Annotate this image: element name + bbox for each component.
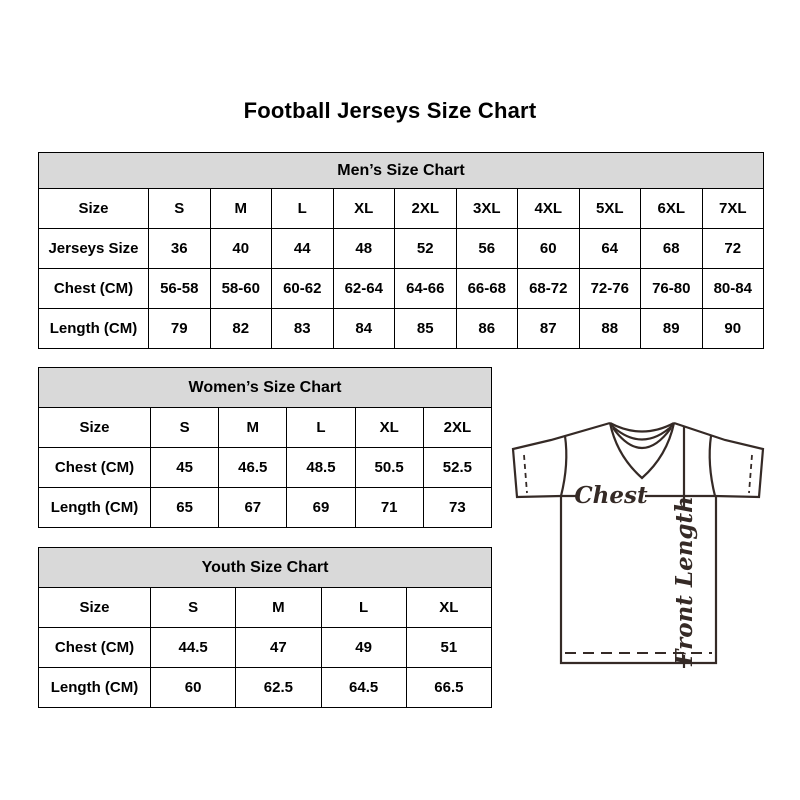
size-value-cell: 6XL xyxy=(641,189,703,229)
size-value-cell: 3XL xyxy=(456,189,518,229)
size-value-cell: 72 xyxy=(702,229,764,269)
table-row xyxy=(39,408,492,448)
size-value-cell: M xyxy=(219,408,287,448)
size-value-cell: 69 xyxy=(287,488,355,528)
table-row xyxy=(39,588,492,628)
size-value-cell: 44 xyxy=(272,229,334,269)
size-value-cell: 47 xyxy=(236,628,321,668)
size-value-cell: XL xyxy=(333,189,395,229)
size-value-cell: 5XL xyxy=(579,189,641,229)
size-value-cell: 88 xyxy=(579,309,641,349)
youth-size-chart-table xyxy=(38,547,492,708)
womens-size-chart-table xyxy=(38,367,492,528)
jersey-right-armhole xyxy=(710,436,715,496)
womens-chart-title: Women’s Size Chart xyxy=(39,368,492,408)
size-value-cell: 65 xyxy=(151,488,219,528)
table-row xyxy=(39,309,764,349)
size-value-cell: 62-64 xyxy=(333,269,395,309)
size-value-cell: 60-62 xyxy=(272,269,334,309)
row-header-cell: Size xyxy=(39,408,151,448)
row-header-cell: Chest (CM) xyxy=(39,628,151,668)
size-value-cell: 40 xyxy=(210,229,272,269)
size-value-cell: S xyxy=(151,588,236,628)
size-value-cell: M xyxy=(236,588,321,628)
size-value-cell: 49 xyxy=(321,628,406,668)
size-value-cell: S xyxy=(151,408,219,448)
mens-size-chart-table xyxy=(38,152,764,349)
size-value-cell: 90 xyxy=(702,309,764,349)
row-header-cell: Chest (CM) xyxy=(39,269,149,309)
size-value-cell: L xyxy=(272,189,334,229)
size-value-cell: 52 xyxy=(395,229,457,269)
size-value-cell: 45 xyxy=(151,448,219,488)
size-value-cell: 48.5 xyxy=(287,448,355,488)
size-value-cell: 89 xyxy=(641,309,703,349)
size-value-cell: 66.5 xyxy=(406,668,491,708)
size-value-cell: 7XL xyxy=(702,189,764,229)
size-value-cell: 36 xyxy=(149,229,211,269)
jersey-collar-back xyxy=(610,423,674,432)
table-row xyxy=(39,269,764,309)
size-value-cell: 50.5 xyxy=(355,448,423,488)
row-header-cell: Jerseys Size xyxy=(39,229,149,269)
size-value-cell: 76-80 xyxy=(641,269,703,309)
size-value-cell: 2XL xyxy=(423,408,491,448)
size-value-cell: 84 xyxy=(333,309,395,349)
row-header-cell: Length (CM) xyxy=(39,309,149,349)
size-value-cell: 56-58 xyxy=(149,269,211,309)
size-value-cell: 67 xyxy=(219,488,287,528)
jersey-left-cuff-stitch xyxy=(524,455,527,493)
size-value-cell: 87 xyxy=(518,309,580,349)
size-value-cell: 86 xyxy=(456,309,518,349)
front-length-label: Front Length xyxy=(671,496,698,666)
row-header-cell: Chest (CM) xyxy=(39,448,151,488)
size-value-cell: 44.5 xyxy=(151,628,236,668)
table-row xyxy=(39,488,492,528)
size-value-cell: 64-66 xyxy=(395,269,457,309)
size-value-cell: 56 xyxy=(456,229,518,269)
size-value-cell: 4XL xyxy=(518,189,580,229)
row-header-cell: Size xyxy=(39,189,149,229)
size-value-cell: 62.5 xyxy=(236,668,321,708)
size-value-cell: XL xyxy=(406,588,491,628)
mens-chart-title: Men’s Size Chart xyxy=(39,153,764,189)
size-value-cell: 68-72 xyxy=(518,269,580,309)
size-value-cell: 51 xyxy=(406,628,491,668)
size-value-cell: 64 xyxy=(579,229,641,269)
jersey-left-armhole xyxy=(561,436,566,496)
jersey-icon xyxy=(503,412,773,672)
jersey-measurement-diagram xyxy=(503,412,773,672)
size-value-cell: L xyxy=(287,408,355,448)
size-value-cell: 48 xyxy=(333,229,395,269)
size-value-cell: XL xyxy=(355,408,423,448)
size-value-cell: 2XL xyxy=(395,189,457,229)
chest-label: Chest xyxy=(574,482,648,509)
size-value-cell: 79 xyxy=(149,309,211,349)
jersey-right-cuff-stitch xyxy=(749,455,752,493)
size-value-cell: L xyxy=(321,588,406,628)
size-value-cell: 66-68 xyxy=(456,269,518,309)
table-header-row xyxy=(39,368,492,408)
size-value-cell: S xyxy=(149,189,211,229)
table-header-row xyxy=(39,153,764,189)
size-value-cell: 52.5 xyxy=(423,448,491,488)
table-row xyxy=(39,668,492,708)
table-row xyxy=(39,448,492,488)
size-value-cell: 60 xyxy=(151,668,236,708)
size-value-cell: M xyxy=(210,189,272,229)
table-row xyxy=(39,229,764,269)
row-header-cell: Length (CM) xyxy=(39,488,151,528)
table-row xyxy=(39,189,764,229)
size-value-cell: 83 xyxy=(272,309,334,349)
table-header-row xyxy=(39,548,492,588)
row-header-cell: Size xyxy=(39,588,151,628)
table-row xyxy=(39,628,492,668)
size-value-cell: 71 xyxy=(355,488,423,528)
youth-chart-title: Youth Size Chart xyxy=(39,548,492,588)
size-value-cell: 68 xyxy=(641,229,703,269)
size-value-cell: 64.5 xyxy=(321,668,406,708)
size-value-cell: 85 xyxy=(395,309,457,349)
size-value-cell: 60 xyxy=(518,229,580,269)
size-value-cell: 58-60 xyxy=(210,269,272,309)
size-value-cell: 46.5 xyxy=(219,448,287,488)
size-value-cell: 80-84 xyxy=(702,269,764,309)
row-header-cell: Length (CM) xyxy=(39,668,151,708)
size-value-cell: 73 xyxy=(423,488,491,528)
size-value-cell: 82 xyxy=(210,309,272,349)
page-title: Football Jerseys Size Chart xyxy=(243,98,537,123)
size-value-cell: 72-76 xyxy=(579,269,641,309)
